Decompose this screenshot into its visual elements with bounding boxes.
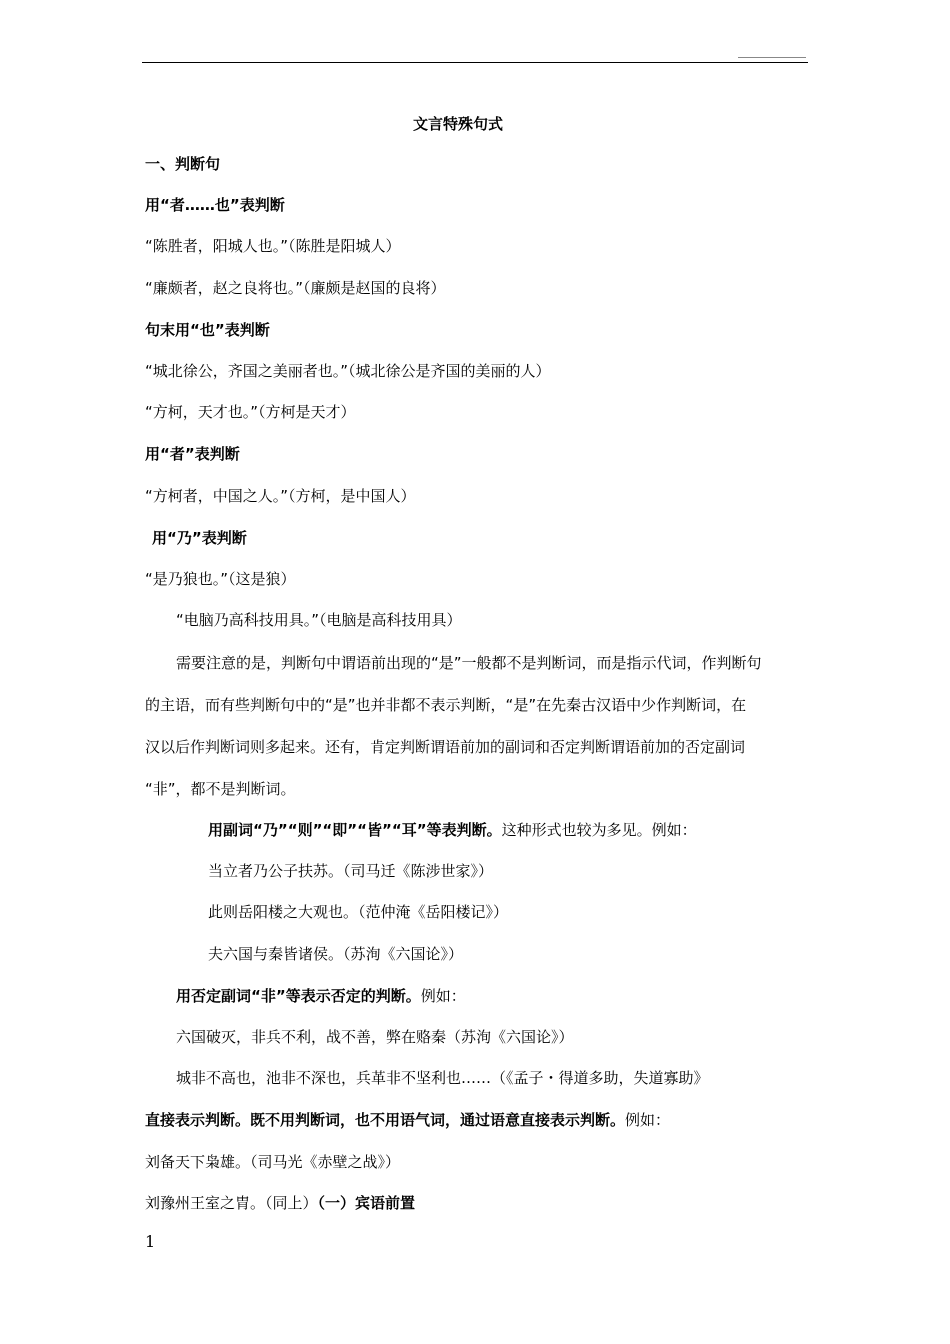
plain-text: 夫六国与秦皆诸侯。（苏洵《六国论》） <box>208 945 464 963</box>
text-line <box>208 944 463 964</box>
text-line <box>145 236 401 256</box>
bold-text: 用副词“乃”“则”“即”“皆”“耳”等表判断。 <box>208 821 502 839</box>
plain-text: 汉以后作判断词则多起来。还有，肯定判断谓语前加的副词和否定判断谓语前加的否定副词 <box>145 738 746 756</box>
bold-text: 用“者”表判断 <box>145 445 240 463</box>
text-line <box>145 569 296 589</box>
bold-text: 用“者……也”表判断 <box>145 196 285 214</box>
page-title: 文言特殊句式 <box>413 115 504 133</box>
text-line <box>208 861 493 881</box>
plain-text: 的主语，而有些判断句中的“是”也并非都不表示判断，“是”在先秦古汉语中少作判断词，在 <box>145 696 747 714</box>
text-line <box>145 154 220 174</box>
plain-text: 当立者乃公子扶苏。（司马迁《陈涉世家》） <box>208 862 494 880</box>
header-mark <box>738 57 806 58</box>
bold-text: 用“乃”表判断 <box>152 529 247 547</box>
plain-text: 此则岳阳楼之大观也。（范仲淹《岳阳楼记》） <box>208 903 509 921</box>
text-line <box>145 320 270 340</box>
plain-text: 刘备天下枭雄。（司马光《赤壁之战》） <box>145 1153 401 1171</box>
text-line <box>145 737 745 757</box>
text-line <box>145 278 446 298</box>
page-number: 1 <box>145 1232 156 1251</box>
text-line <box>176 986 466 1006</box>
text-line <box>176 1027 574 1047</box>
bold-text: 句末用“也”表判断 <box>145 321 270 339</box>
plain-text: “非”，都不是判断词。 <box>145 780 296 798</box>
text-line <box>145 486 416 506</box>
text-line <box>176 653 762 673</box>
plain-text: “城北徐公，齐国之美丽者也。”（城北徐公是齐国的美丽的人） <box>145 362 551 380</box>
text-line <box>208 902 508 922</box>
plain-text: 例如： <box>625 1111 671 1129</box>
plain-text: 六国破灭，非兵不利，战不善，弊在赂秦（苏洵《六国论》） <box>176 1028 574 1046</box>
text-line <box>145 1110 670 1130</box>
plain-text: “电脑乃高科技用具。”（电脑是高科技用具） <box>176 611 462 629</box>
text-line <box>145 779 296 799</box>
text-line <box>176 1068 709 1088</box>
text-line <box>145 444 240 464</box>
text-line <box>145 195 285 215</box>
text-line <box>145 695 746 715</box>
bold-text: 一、判断句 <box>145 155 221 173</box>
text-line <box>145 361 551 381</box>
text-line <box>145 402 356 422</box>
header-rule <box>142 62 808 63</box>
plain-text: 城非不高也，池非不深也，兵革非不坚利也……（《孟子・得道多助，失道寡助》 <box>176 1069 709 1087</box>
plain-text: 刘豫州王室之胄。（同上） <box>145 1194 318 1212</box>
text-line <box>145 1193 415 1213</box>
text-line <box>176 610 462 630</box>
plain-text: “陈胜者，阳城人也。”（陈胜是阳城人） <box>145 237 401 255</box>
bold-text: 直接表示判断。既不用判断词，也不用语气词，通过语意直接表示判断。 <box>145 1111 626 1129</box>
plain-text: 需要注意的是，判断句中谓语前出现的“是”一般都不是判断词，而是指示代词，作判断句 <box>176 654 762 672</box>
plain-text: “方柯者，中国之人。”（方柯，是中国人） <box>145 487 416 505</box>
bold-text: 用否定副词“非”等表示否定的判断。 <box>176 987 421 1005</box>
text-line <box>152 528 247 548</box>
plain-text: “方柯，天才也。”（方柯是天才） <box>145 403 356 421</box>
plain-text: “廉颇者，赵之良将也。”（廉颇是赵国的良将） <box>145 279 446 297</box>
bold-text: （一）宾语前置 <box>317 1194 416 1212</box>
text-line <box>208 820 697 840</box>
plain-text: 这种形式也较为多见。例如： <box>501 821 697 839</box>
plain-text: 例如： <box>420 987 466 1005</box>
plain-text: “是乃狼也。”（这是狼） <box>145 570 296 588</box>
text-line <box>145 1152 400 1172</box>
